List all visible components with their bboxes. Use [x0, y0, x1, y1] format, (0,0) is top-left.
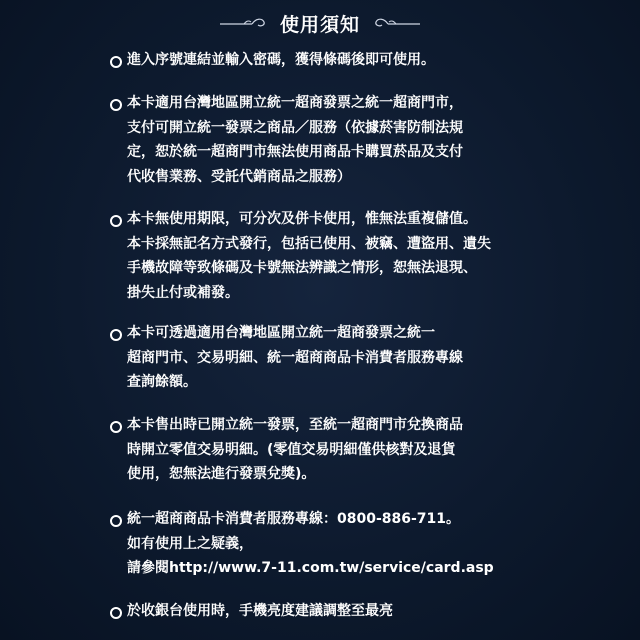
note-line: 手機故障等致條碼及卡號無法辨識之情形，恕無法退現、: [127, 260, 477, 276]
note-line: 本卡無使用期限，可分次及併卡使用，惟無法重複儲值。: [127, 211, 477, 227]
flourish-right-icon: [372, 16, 422, 30]
note-text: [127, 94, 463, 192]
note-line: 本卡採無記名方式發行，包括已使用、被竊、遭盜用、遺失: [127, 235, 491, 252]
note-line: 如有使用上之疑義，: [127, 535, 253, 552]
note-text: [127, 210, 491, 308]
header: [0, 8, 640, 38]
service-url-link[interactable]: 請參閱http://www.7-11.com.tw/service/card.asp: [127, 560, 494, 576]
note-line: 定，恕於統一超商門市無法使用商品卡購買菸品及支付: [127, 144, 463, 160]
note-line: 本卡售出時已開立統一發票，至統一超商門市兌換商品: [127, 417, 463, 433]
circle-bullet-icon: [110, 99, 122, 111]
note-line: 超商門市、交易明細、統一超商商品卡消費者服務專線: [127, 349, 463, 366]
flourish-left-icon: [218, 16, 268, 30]
note-line: 進入序號連結並輸入密碼，獲得條碼後即可使用。: [127, 52, 435, 68]
note-line: 本卡可透過適用台灣地區開立統一超商發票之統一: [127, 325, 435, 341]
circle-bullet-icon: [110, 515, 122, 527]
circle-bullet-icon: [110, 607, 122, 619]
note-line: 本卡適用台灣地區開立統一超商發票之統一超商門市，: [127, 95, 463, 111]
note-line: 使用，恕無法進行發票兌獎)。: [127, 466, 316, 482]
note-line: 時開立零值交易明細。(零值交易明細僅供核對及退貨: [127, 441, 456, 458]
note-line: 掛失止付或補發。: [127, 284, 239, 301]
note-text: [127, 602, 393, 627]
note-line: 統一超商商品卡消費者服務專線：0800-886-711。: [127, 511, 461, 527]
circle-bullet-icon: [110, 215, 122, 227]
note-text: [127, 416, 463, 490]
note-line: 查詢餘額。: [127, 374, 197, 390]
note-line: 代收售業務、受託代銷商品之服務）: [127, 168, 351, 185]
note-line: 支付可開立統一發票之商品／服務（依據菸害防制法規: [127, 119, 463, 136]
note-text: [127, 510, 494, 584]
note-text: [127, 324, 463, 398]
circle-bullet-icon: [110, 329, 122, 341]
note-text: [127, 51, 435, 76]
circle-bullet-icon: [110, 56, 122, 68]
circle-bullet-icon: [110, 421, 122, 433]
page-title: 使用須知: [279, 13, 360, 36]
note-line: 於收銀台使用時，手機亮度建議調整至最亮: [127, 603, 393, 619]
